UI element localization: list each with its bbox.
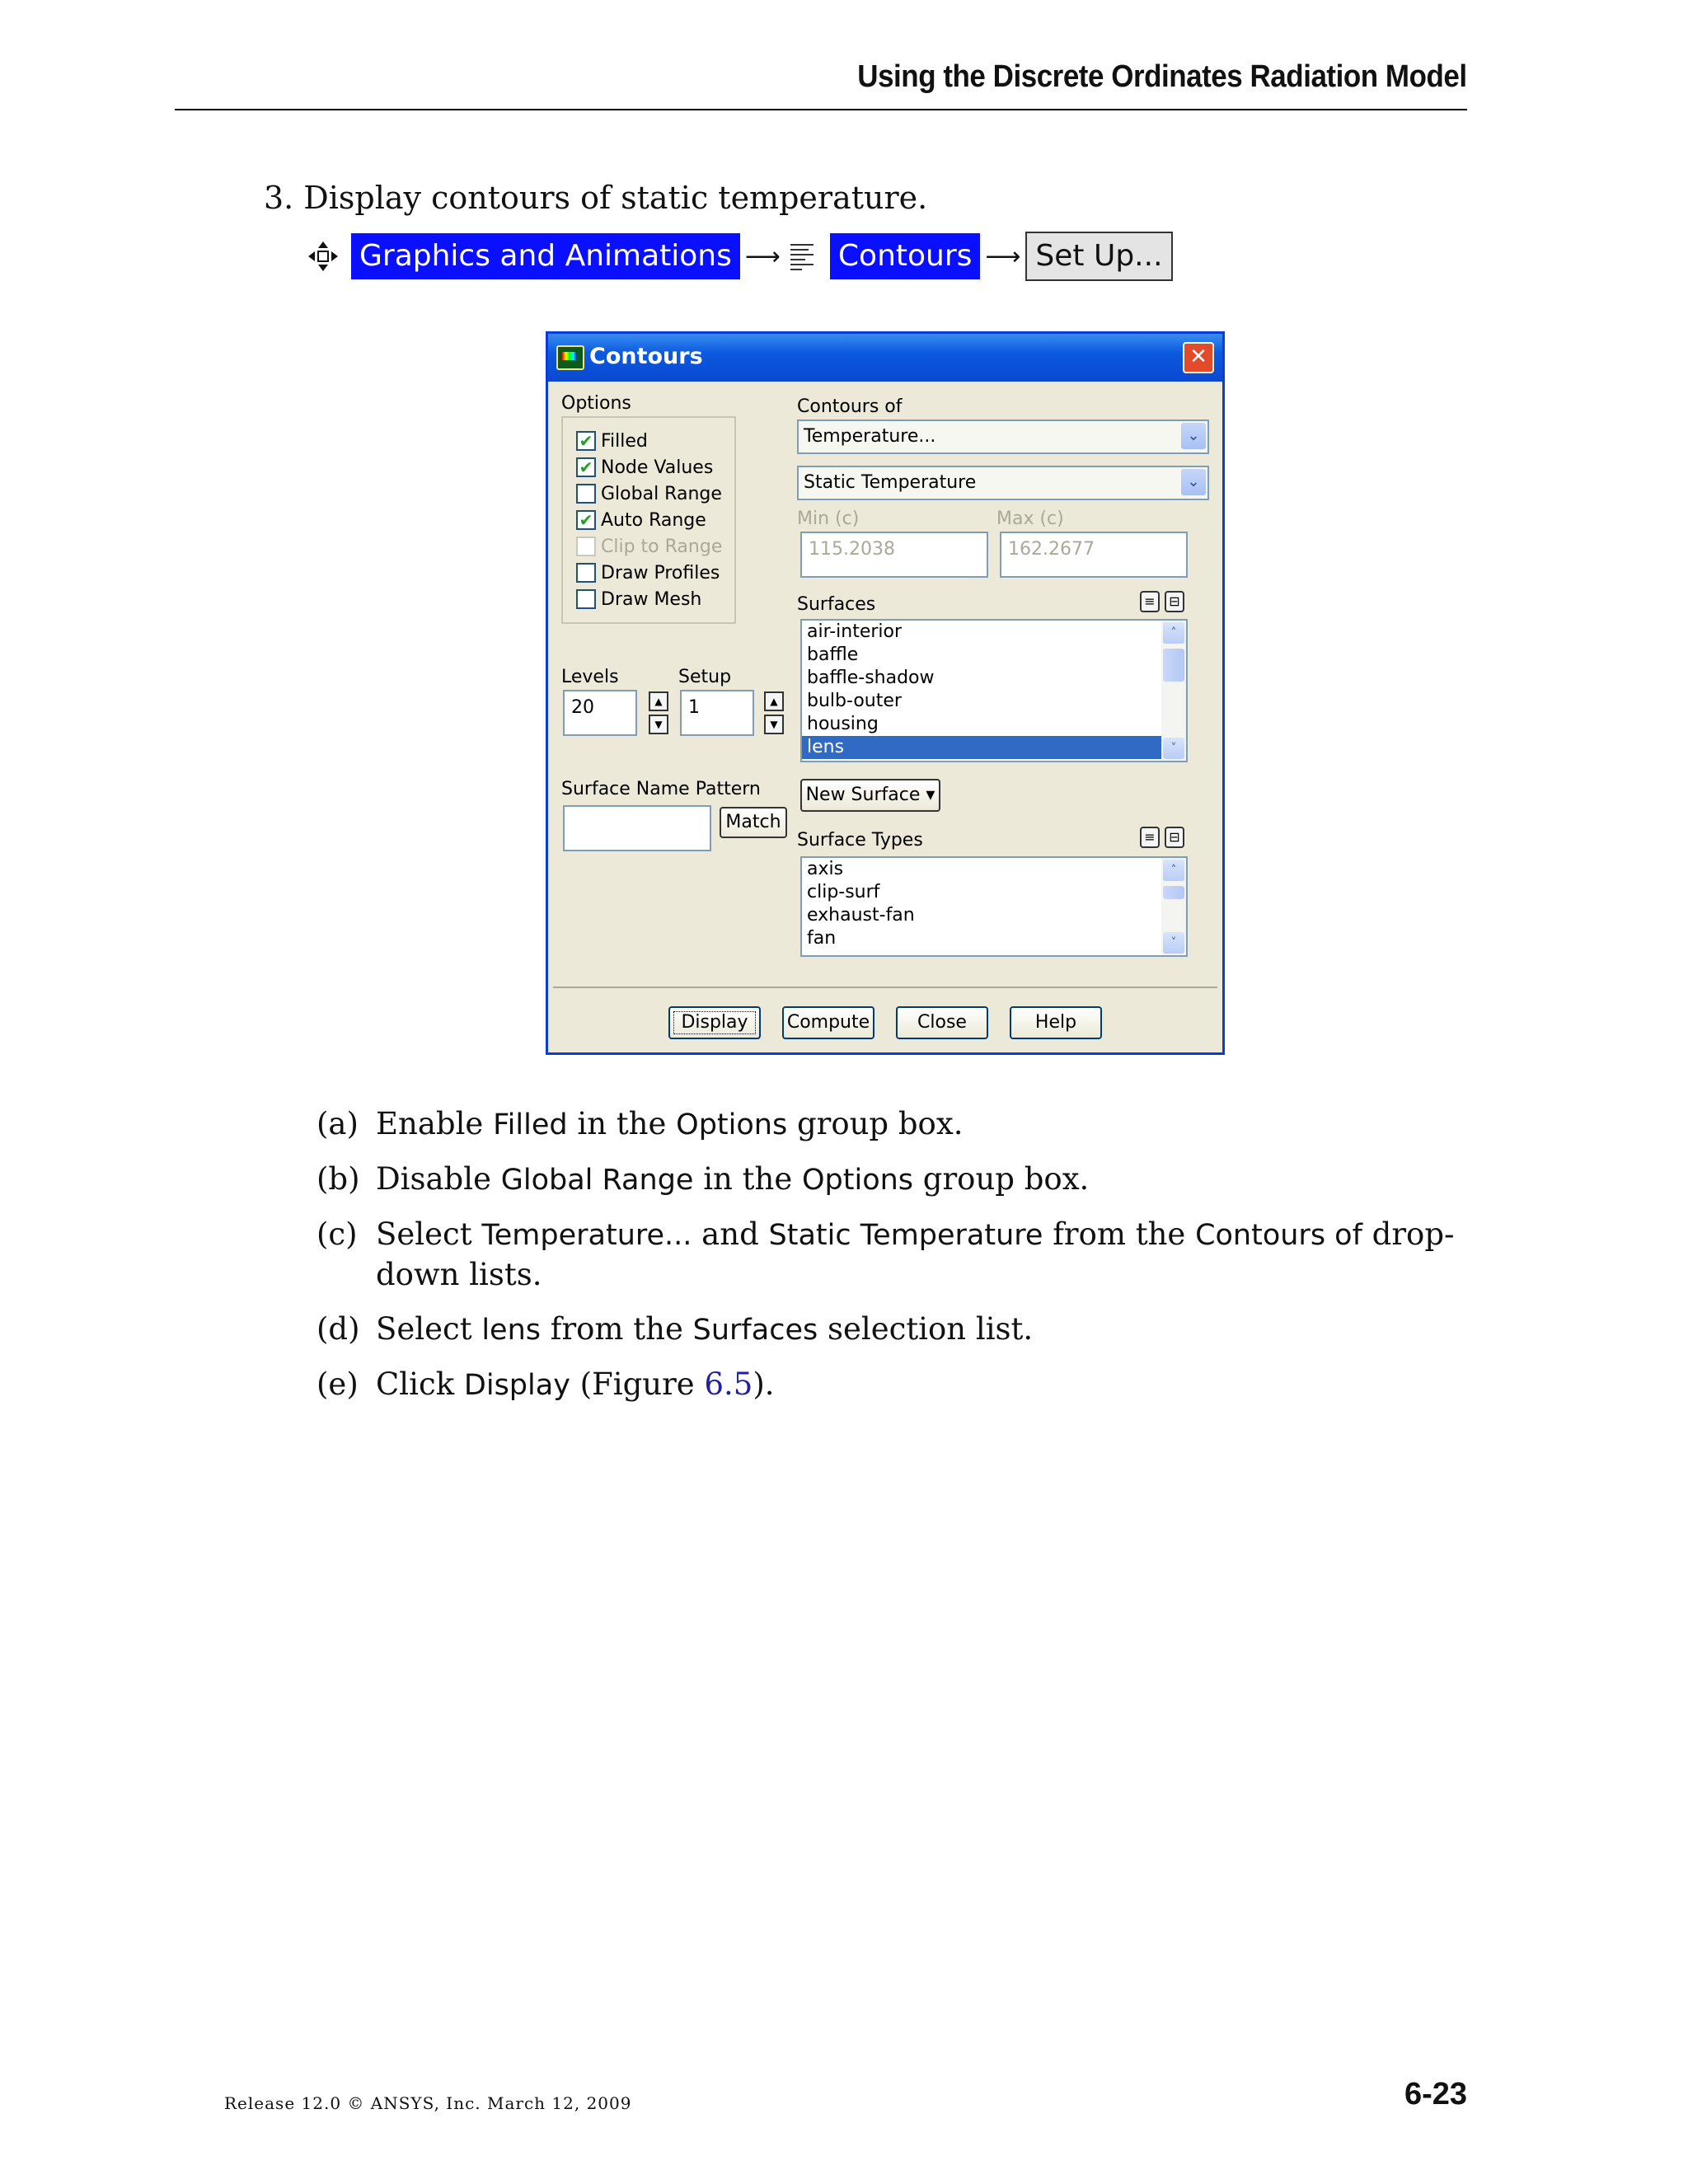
graphics-and-animations-link[interactable]: Graphics and Animations [351, 233, 740, 279]
navigation-move-icon [307, 240, 340, 273]
dialog-separator [553, 987, 1217, 988]
path-arrow: ⟶ [985, 241, 1021, 271]
min-field [800, 532, 988, 578]
step-text: Enable [376, 1106, 494, 1141]
surface-types-list[interactable] [800, 856, 1188, 957]
surface-name-pattern-label: Surface Name Pattern [561, 779, 761, 799]
instruction-step [316, 1310, 1470, 1350]
step-text: ). [753, 1366, 775, 1402]
increment-icon[interactable]: ▲ [764, 691, 784, 711]
option-filled[interactable] [576, 428, 722, 454]
step-text: Select [376, 1311, 482, 1347]
step-tag: (c) [316, 1216, 358, 1252]
compute-button[interactable]: Compute [782, 1006, 874, 1039]
checkbox[interactable] [576, 563, 596, 583]
step-text: Click [376, 1366, 464, 1402]
list-item[interactable]: lens [802, 736, 1161, 759]
surface-types-label: Surface Types [797, 830, 923, 851]
options-label: Options [561, 393, 631, 414]
ui-term: lens [481, 1314, 542, 1347]
option-clip-to-range [576, 533, 722, 560]
checkbox-label: Global Range [601, 483, 722, 504]
path-arrow: ⟶ [744, 241, 781, 271]
step-text: in the [693, 1161, 802, 1197]
list-item[interactable]: housing [807, 714, 879, 734]
step-tag: (b) [316, 1161, 360, 1197]
contours-of-label: Contours of [797, 396, 903, 417]
list-item[interactable]: clip-surf [807, 882, 880, 902]
checkbox-label: Draw Mesh [601, 588, 702, 610]
step-text: Disable [376, 1161, 501, 1197]
option-node-values[interactable] [576, 454, 722, 480]
option-draw-profiles[interactable] [576, 560, 722, 586]
min-value: 115.2038 [809, 539, 895, 560]
new-surface-button[interactable]: New Surface ▾ [800, 779, 940, 812]
option-global-range[interactable] [576, 480, 722, 507]
chevron-down-icon[interactable]: ⌄ [1181, 423, 1206, 449]
ui-term: Options [802, 1164, 914, 1197]
ui-term: Temperature... [481, 1219, 692, 1252]
decrement-icon[interactable]: ▼ [649, 715, 668, 734]
min-label: Min (c) [797, 509, 860, 529]
step-text: Select [376, 1216, 482, 1252]
surface-types-scrollbar[interactable] [1161, 858, 1186, 955]
step-tag: (d) [316, 1311, 360, 1347]
instruction-list [316, 1104, 1470, 1420]
checkbox[interactable] [576, 484, 596, 504]
checkbox [576, 537, 596, 556]
checkbox[interactable]: ✔ [576, 457, 596, 477]
select-all-icon[interactable]: ≡ [1140, 827, 1160, 848]
option-auto-range[interactable] [576, 507, 722, 533]
setup-label: Setup [678, 667, 732, 687]
dialog-titlebar [548, 334, 1222, 382]
levels-label: Levels [561, 667, 619, 687]
ui-term: Global Range [500, 1164, 694, 1197]
list-item[interactable]: air-interior [807, 621, 903, 642]
scroll-up-icon[interactable]: ˄ [1163, 622, 1184, 644]
list-item[interactable]: baffle [807, 644, 859, 665]
levels-input[interactable] [563, 690, 637, 736]
ui-term: Static Temperature [768, 1219, 1043, 1252]
step-text: group box. [913, 1161, 1090, 1197]
running-head-title: Using the Discrete Ordinates Radiation Model [857, 59, 1467, 94]
contours-dialog [546, 331, 1225, 1055]
close-icon[interactable]: ✕ [1183, 342, 1214, 373]
display-button[interactable]: Display [668, 1006, 761, 1039]
instruction-step [316, 1365, 1470, 1405]
step-heading [264, 180, 927, 216]
step-text: drop-down lists. [376, 1216, 1455, 1292]
surfaces-scrollbar[interactable] [1161, 621, 1186, 761]
contours-of-value: Temperature... [804, 426, 936, 447]
scroll-thumb[interactable] [1163, 886, 1184, 899]
header-rule [175, 109, 1467, 110]
setup-input[interactable] [680, 690, 754, 736]
instruction-step [316, 1104, 1470, 1145]
help-button[interactable]: Help [1010, 1006, 1102, 1039]
step-tag: (a) [316, 1106, 359, 1141]
contours-list-icon [785, 240, 818, 273]
chevron-down-icon[interactable]: ⌄ [1181, 469, 1206, 495]
figure-link[interactable]: 6.5 [704, 1366, 753, 1402]
levels-stepper[interactable] [649, 691, 668, 734]
list-item[interactable]: bulb-outer [807, 691, 902, 711]
deselect-all-icon[interactable]: ⊟ [1165, 591, 1184, 612]
list-item[interactable]: exhaust-fan [807, 905, 915, 926]
setup-stepper[interactable] [764, 691, 784, 734]
checkbox[interactable]: ✔ [576, 510, 596, 530]
contours-link[interactable]: Contours [830, 233, 981, 279]
menu-path [307, 231, 1173, 282]
checkbox-label: Auto Range [601, 509, 706, 531]
ui-term: Display [463, 1369, 570, 1402]
ui-term: Contours of [1195, 1219, 1362, 1252]
max-value: 162.2677 [1008, 539, 1095, 560]
scroll-down-icon[interactable]: ˅ [1163, 932, 1184, 954]
footer-release: Release 12.0 © ANSYS, Inc. March 12, 2009 [224, 2093, 632, 2113]
step-number: 3. [264, 180, 294, 216]
setup-value: 1 [688, 697, 700, 718]
increment-icon[interactable]: ▲ [649, 691, 668, 711]
instruction-step [316, 1215, 1470, 1295]
instruction-step [316, 1160, 1470, 1200]
step-text: from the [541, 1311, 693, 1347]
step-text: and [692, 1216, 769, 1252]
deselect-all-icon[interactable]: ⊟ [1165, 827, 1184, 848]
match-button[interactable]: Match [720, 807, 787, 838]
checkbox-label: Clip to Range [601, 536, 723, 557]
set-up-button[interactable]: Set Up... [1025, 232, 1172, 281]
ui-term: Surfaces [692, 1314, 818, 1347]
list-item[interactable]: fan [807, 928, 837, 949]
step-tag: (e) [316, 1366, 359, 1402]
close-button[interactable]: Close [896, 1006, 988, 1039]
max-label: Max (c) [996, 509, 1064, 529]
checkbox[interactable]: ✔ [576, 431, 596, 451]
surfaces-label: Surfaces [797, 594, 876, 615]
scroll-up-icon[interactable]: ˄ [1163, 860, 1184, 881]
page-number: 6-23 [1404, 2077, 1467, 2111]
scroll-down-icon[interactable]: ˅ [1163, 738, 1184, 759]
ui-term: Filled [493, 1108, 568, 1141]
checkbox-label: Node Values [601, 457, 714, 478]
step-text: selection list. [818, 1311, 1034, 1347]
step-text: Display contours of static temperature. [303, 180, 928, 216]
step-text: (Figure [570, 1366, 705, 1402]
surfaces-list[interactable] [800, 619, 1188, 762]
list-item[interactable]: baffle-shadow [807, 668, 935, 688]
surface-name-pattern-input[interactable] [563, 805, 711, 851]
max-field [1000, 532, 1188, 578]
dialog-title: Contours [589, 344, 703, 369]
checkbox-label: Filled [601, 430, 648, 452]
levels-value: 20 [571, 697, 594, 718]
select-all-icon[interactable]: ≡ [1140, 591, 1160, 612]
contours-of-sub-dropdown[interactable] [797, 466, 1209, 500]
contours-of-dropdown[interactable] [797, 419, 1209, 454]
step-text: group box. [787, 1106, 964, 1141]
list-item[interactable]: axis [807, 859, 844, 879]
step-text: from the [1043, 1216, 1196, 1252]
option-draw-mesh[interactable] [576, 586, 722, 612]
contours-of-sub-value: Static Temperature [804, 472, 977, 493]
ui-term: Options [676, 1108, 788, 1141]
scroll-thumb[interactable] [1163, 649, 1184, 682]
options-group [561, 416, 736, 624]
fluent-app-icon [556, 345, 584, 370]
checkbox-label: Draw Profiles [601, 562, 720, 583]
checkbox[interactable] [576, 589, 596, 609]
decrement-icon[interactable]: ▼ [764, 715, 784, 734]
step-text: in the [567, 1106, 677, 1141]
